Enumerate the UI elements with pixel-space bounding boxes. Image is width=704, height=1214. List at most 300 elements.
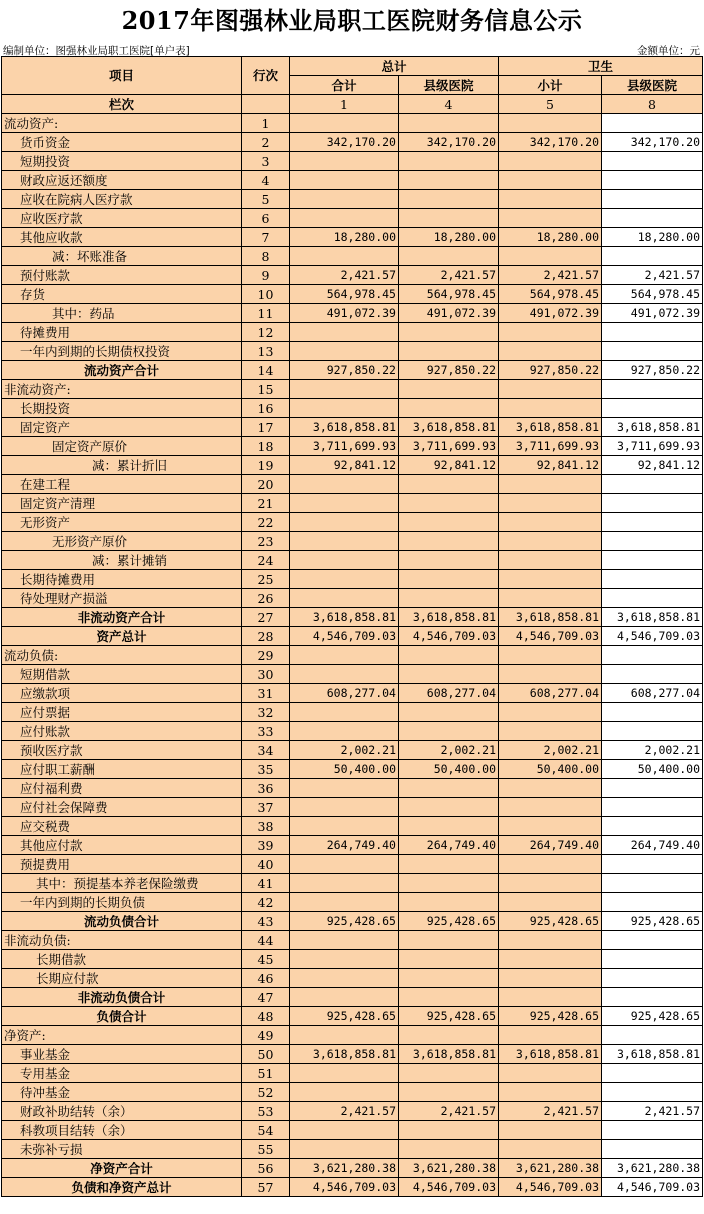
row-label: 待处理财产损溢	[2, 589, 242, 608]
amount-cell: 608,277.04	[290, 684, 399, 703]
amount-cell: 264,749.40	[290, 836, 399, 855]
table-row	[2, 855, 703, 874]
row-label: 流动负债合计	[2, 912, 242, 931]
balance-sheet-table	[1, 56, 703, 1197]
amount-cell: 3,618,858.81	[399, 418, 499, 437]
table-row	[2, 1102, 703, 1121]
amount-cell: 608,277.04	[602, 684, 703, 703]
amount-cell	[290, 874, 399, 893]
amount-cell	[399, 1140, 499, 1159]
amount-cell	[290, 969, 399, 988]
amount-cell: 264,749.40	[499, 836, 602, 855]
row-line-number: 31	[242, 684, 290, 703]
amount-cell: 3,618,858.81	[499, 608, 602, 627]
amount-cell: 50,400.00	[290, 760, 399, 779]
amount-cell	[602, 247, 703, 266]
row-line-number: 49	[242, 1026, 290, 1045]
amount-cell	[499, 399, 602, 418]
amount-cell: 608,277.04	[399, 684, 499, 703]
amount-cell	[399, 513, 499, 532]
amount-cell	[602, 665, 703, 684]
table-row	[2, 1159, 703, 1178]
amount-cell: 491,072.39	[499, 304, 602, 323]
amount-cell	[290, 665, 399, 684]
amount-cell	[399, 893, 499, 912]
row-label: 长期投资	[2, 399, 242, 418]
amount-cell: 3,618,858.81	[499, 1045, 602, 1064]
row-line-number: 22	[242, 513, 290, 532]
amount-cell	[602, 475, 703, 494]
amount-cell: 491,072.39	[602, 304, 703, 323]
amount-cell	[399, 722, 499, 741]
row-label: 应付账款	[2, 722, 242, 741]
row-label: 固定资产	[2, 418, 242, 437]
amount-cell	[290, 779, 399, 798]
amount-cell	[399, 342, 499, 361]
table-row	[2, 247, 703, 266]
amount-cell	[290, 190, 399, 209]
row-line-number: 43	[242, 912, 290, 931]
amount-cell	[290, 893, 399, 912]
amount-cell	[399, 665, 499, 684]
amount-cell	[602, 380, 703, 399]
row-line-number: 8	[242, 247, 290, 266]
row-label: 短期借款	[2, 665, 242, 684]
amount-cell	[399, 570, 499, 589]
amount-cell: 3,711,699.93	[602, 437, 703, 456]
table-row	[2, 646, 703, 665]
amount-cell	[602, 570, 703, 589]
row-line-number: 29	[242, 646, 290, 665]
row-label: 无形资产原价	[2, 532, 242, 551]
row-label: 财政补助结转（余）	[2, 1102, 242, 1121]
amount-cell	[602, 1064, 703, 1083]
page-title: 2017年图强林业局职工医院财务信息公示	[121, 6, 583, 35]
amount-cell: 3,618,858.81	[602, 418, 703, 437]
amount-cell	[499, 703, 602, 722]
row-label: 非流动负债合计	[2, 988, 242, 1007]
row-line-number: 39	[242, 836, 290, 855]
amount-cell	[602, 817, 703, 836]
amount-cell	[499, 475, 602, 494]
amount-cell	[290, 646, 399, 665]
amount-cell	[499, 931, 602, 950]
amount-cell: 925,428.65	[499, 912, 602, 931]
amount-cell	[499, 969, 602, 988]
amount-cell	[399, 589, 499, 608]
table-body	[2, 114, 703, 1197]
table-row	[2, 665, 703, 684]
row-line-number: 11	[242, 304, 290, 323]
amount-cell: 18,280.00	[602, 228, 703, 247]
table-row	[2, 722, 703, 741]
amount-cell	[602, 893, 703, 912]
table-row	[2, 1140, 703, 1159]
row-label: 非流动资产:	[2, 380, 242, 399]
table-row	[2, 171, 703, 190]
row-line-number: 3	[242, 152, 290, 171]
row-label: 财政应返还额度	[2, 171, 242, 190]
row-label: 减：累计折旧	[2, 456, 242, 475]
amount-cell: 3,618,858.81	[290, 418, 399, 437]
amount-cell	[399, 475, 499, 494]
amount-cell	[499, 1121, 602, 1140]
compiling-unit: 编制单位：图强林业局职工医院[单户表]	[3, 45, 190, 57]
row-label: 应交税费	[2, 817, 242, 836]
row-label: 净资产:	[2, 1026, 242, 1045]
amount-cell	[602, 171, 703, 190]
row-line-number: 20	[242, 475, 290, 494]
amount-cell	[602, 513, 703, 532]
row-label: 净资产合计	[2, 1159, 242, 1178]
amount-cell: 2,002.21	[290, 741, 399, 760]
amount-cell: 3,618,858.81	[290, 1045, 399, 1064]
amount-cell: 92,841.12	[499, 456, 602, 475]
amount-cell	[290, 722, 399, 741]
amount-cell	[290, 171, 399, 190]
row-label: 短期投资	[2, 152, 242, 171]
row-line-number: 17	[242, 418, 290, 437]
amount-cell	[399, 114, 499, 133]
amount-cell	[399, 1083, 499, 1102]
row-line-number: 19	[242, 456, 290, 475]
row-label: 流动负债:	[2, 646, 242, 665]
table-row	[2, 1083, 703, 1102]
row-line-number: 34	[242, 741, 290, 760]
amount-cell: 2,421.57	[499, 1102, 602, 1121]
amount-cell: 3,618,858.81	[499, 418, 602, 437]
amount-cell	[602, 969, 703, 988]
amount-cell	[290, 1121, 399, 1140]
amount-cell	[399, 152, 499, 171]
table-row	[2, 418, 703, 437]
amount-cell	[499, 646, 602, 665]
row-line-number: 23	[242, 532, 290, 551]
amount-cell	[602, 209, 703, 228]
row-label: 资产总计	[2, 627, 242, 646]
amount-cell	[499, 190, 602, 209]
amount-cell	[499, 722, 602, 741]
table-row	[2, 988, 703, 1007]
row-label: 预收医疗款	[2, 741, 242, 760]
amount-cell	[499, 1083, 602, 1102]
amount-cell	[290, 114, 399, 133]
amount-cell	[290, 1064, 399, 1083]
amount-cell	[290, 513, 399, 532]
amount-cell	[499, 171, 602, 190]
amount-cell	[399, 494, 499, 513]
amount-cell: 264,749.40	[602, 836, 703, 855]
amount-cell	[602, 931, 703, 950]
header-item: 项目	[2, 57, 242, 95]
amount-cell: 3,621,280.38	[290, 1159, 399, 1178]
table-row	[2, 608, 703, 627]
amount-cell	[290, 475, 399, 494]
amount-cell: 925,428.65	[499, 1007, 602, 1026]
table-row	[2, 475, 703, 494]
amount-cell	[290, 380, 399, 399]
amount-cell	[290, 1140, 399, 1159]
amount-cell: 2,421.57	[602, 266, 703, 285]
table-row	[2, 703, 703, 722]
amount-cell	[499, 893, 602, 912]
table-row	[2, 570, 703, 589]
row-line-number: 42	[242, 893, 290, 912]
amount-cell	[399, 855, 499, 874]
amount-cell	[399, 551, 499, 570]
table-row	[2, 456, 703, 475]
amount-cell: 491,072.39	[290, 304, 399, 323]
row-line-number: 51	[242, 1064, 290, 1083]
row-label: 应付职工薪酬	[2, 760, 242, 779]
amount-cell	[290, 988, 399, 1007]
row-line-number: 15	[242, 380, 290, 399]
header-col-county: 县级医院	[602, 76, 703, 95]
row-label: 预付账款	[2, 266, 242, 285]
amount-cell	[602, 551, 703, 570]
table-row	[2, 893, 703, 912]
row-line-number: 53	[242, 1102, 290, 1121]
amount-cell	[399, 209, 499, 228]
amount-cell: 4,546,709.03	[290, 1178, 399, 1197]
row-label: 待冲基金	[2, 1083, 242, 1102]
amount-cell	[399, 380, 499, 399]
amount-cell	[602, 646, 703, 665]
amount-cell	[602, 779, 703, 798]
table-row	[2, 798, 703, 817]
amount-cell: 925,428.65	[399, 1007, 499, 1026]
amount-cell: 925,428.65	[290, 912, 399, 931]
table-row	[2, 931, 703, 950]
amount-cell	[290, 1026, 399, 1045]
amount-cell: 3,618,858.81	[399, 1045, 499, 1064]
row-line-number: 1	[242, 114, 290, 133]
row-label: 固定资产清理	[2, 494, 242, 513]
amount-cell	[399, 931, 499, 950]
amount-cell: 2,421.57	[290, 266, 399, 285]
amount-cell	[602, 1083, 703, 1102]
table-row	[2, 304, 703, 323]
amount-cell	[399, 171, 499, 190]
amount-cell	[602, 703, 703, 722]
table-row	[2, 361, 703, 380]
amount-cell	[290, 323, 399, 342]
amount-cell	[602, 798, 703, 817]
amount-cell: 3,711,699.93	[399, 437, 499, 456]
amount-cell	[399, 1064, 499, 1083]
table-row	[2, 1178, 703, 1197]
row-line-number: 37	[242, 798, 290, 817]
amount-cell: 2,421.57	[602, 1102, 703, 1121]
header-col-total: 合计	[290, 76, 399, 95]
row-label: 事业基金	[2, 1045, 242, 1064]
amount-cell	[290, 342, 399, 361]
row-line-number: 36	[242, 779, 290, 798]
row-line-number: 32	[242, 703, 290, 722]
amount-cell	[499, 950, 602, 969]
amount-cell: 491,072.39	[399, 304, 499, 323]
amount-cell	[399, 988, 499, 1007]
amount-cell	[602, 988, 703, 1007]
amount-cell	[602, 855, 703, 874]
lanci-num: 8	[602, 95, 703, 114]
table-row	[2, 950, 703, 969]
table-row	[2, 532, 703, 551]
amount-cell	[602, 342, 703, 361]
row-line-number: 52	[242, 1083, 290, 1102]
row-line-number: 10	[242, 285, 290, 304]
table-row	[2, 133, 703, 152]
table-row	[2, 399, 703, 418]
table-row	[2, 589, 703, 608]
amount-cell	[602, 874, 703, 893]
amount-cell	[499, 1064, 602, 1083]
amount-cell	[602, 399, 703, 418]
amount-cell	[399, 969, 499, 988]
table-row	[2, 1026, 703, 1045]
header-col-county: 县级医院	[399, 76, 499, 95]
amount-cell: 342,170.20	[602, 133, 703, 152]
table-row	[2, 912, 703, 931]
row-label: 长期借款	[2, 950, 242, 969]
row-label: 应付福利费	[2, 779, 242, 798]
row-line-number: 13	[242, 342, 290, 361]
row-label: 未弥补亏损	[2, 1140, 242, 1159]
amount-cell	[290, 494, 399, 513]
table-row	[2, 380, 703, 399]
row-line-number: 27	[242, 608, 290, 627]
amount-cell	[290, 209, 399, 228]
amount-cell	[290, 399, 399, 418]
row-line-number: 16	[242, 399, 290, 418]
amount-cell: 3,618,858.81	[399, 608, 499, 627]
amount-cell: 3,621,280.38	[602, 1159, 703, 1178]
amount-cell	[290, 152, 399, 171]
amount-cell	[290, 551, 399, 570]
row-line-number: 47	[242, 988, 290, 1007]
table-row	[2, 494, 703, 513]
amount-cell: 608,277.04	[499, 684, 602, 703]
row-line-number: 35	[242, 760, 290, 779]
amount-cell: 2,002.21	[499, 741, 602, 760]
amount-cell: 3,618,858.81	[602, 1045, 703, 1064]
row-label: 预提费用	[2, 855, 242, 874]
amount-cell	[399, 247, 499, 266]
amount-cell	[399, 703, 499, 722]
row-line-number: 30	[242, 665, 290, 684]
amount-cell	[499, 798, 602, 817]
amount-cell: 2,421.57	[499, 266, 602, 285]
amount-cell: 3,618,858.81	[602, 608, 703, 627]
amount-cell	[399, 399, 499, 418]
row-label: 其他应付款	[2, 836, 242, 855]
table-row	[2, 152, 703, 171]
amount-cell: 927,850.22	[499, 361, 602, 380]
row-line-number: 45	[242, 950, 290, 969]
amount-cell	[499, 817, 602, 836]
row-line-number: 50	[242, 1045, 290, 1064]
amount-cell: 3,621,280.38	[499, 1159, 602, 1178]
row-label: 流动资产合计	[2, 361, 242, 380]
row-label: 其他应收款	[2, 228, 242, 247]
row-line-number: 2	[242, 133, 290, 152]
amount-cell	[399, 1121, 499, 1140]
table-row	[2, 551, 703, 570]
amount-cell	[290, 931, 399, 950]
amount-cell	[499, 855, 602, 874]
row-line-number: 5	[242, 190, 290, 209]
row-label: 非流动负债:	[2, 931, 242, 950]
row-label: 无形资产	[2, 513, 242, 532]
amount-cell	[290, 570, 399, 589]
amount-cell: 927,850.22	[290, 361, 399, 380]
amount-cell: 3,618,858.81	[290, 608, 399, 627]
amount-cell: 4,546,709.03	[290, 627, 399, 646]
amount-cell: 3,711,699.93	[290, 437, 399, 456]
header-col-subtotal: 小计	[499, 76, 602, 95]
amount-cell	[290, 247, 399, 266]
row-label: 长期应付款	[2, 969, 242, 988]
amount-cell: 92,841.12	[290, 456, 399, 475]
row-label: 其中：药品	[2, 304, 242, 323]
currency-unit: 金额单位：元	[637, 45, 700, 57]
row-label: 一年内到期的长期债权投资	[2, 342, 242, 361]
table-row	[2, 209, 703, 228]
amount-cell	[290, 532, 399, 551]
amount-cell: 925,428.65	[602, 1007, 703, 1026]
lanci-num: 4	[399, 95, 499, 114]
amount-cell	[399, 646, 499, 665]
amount-cell	[602, 114, 703, 133]
row-label: 负债和净资产总计	[2, 1178, 242, 1197]
amount-cell	[499, 532, 602, 551]
lanci-num: 5	[499, 95, 602, 114]
table-row	[2, 836, 703, 855]
table-row	[2, 684, 703, 703]
amount-cell	[602, 323, 703, 342]
row-line-number: 56	[242, 1159, 290, 1178]
amount-cell	[499, 570, 602, 589]
amount-cell: 264,749.40	[399, 836, 499, 855]
row-line-number: 4	[242, 171, 290, 190]
row-label: 科教项目结转（余）	[2, 1121, 242, 1140]
amount-cell	[602, 950, 703, 969]
amount-cell: 4,546,709.03	[602, 1178, 703, 1197]
amount-cell: 4,546,709.03	[602, 627, 703, 646]
row-line-number: 38	[242, 817, 290, 836]
amount-cell	[290, 855, 399, 874]
amount-cell	[290, 703, 399, 722]
row-line-number: 9	[242, 266, 290, 285]
table-row	[2, 285, 703, 304]
row-line-number: 44	[242, 931, 290, 950]
row-label: 应收在院病人医疗款	[2, 190, 242, 209]
amount-cell: 564,978.45	[499, 285, 602, 304]
amount-cell: 50,400.00	[602, 760, 703, 779]
table-row	[2, 323, 703, 342]
row-label: 减：坏账准备	[2, 247, 242, 266]
row-line-number: 26	[242, 589, 290, 608]
amount-cell	[499, 874, 602, 893]
amount-cell	[602, 589, 703, 608]
table-row	[2, 437, 703, 456]
lanci-num: 1	[290, 95, 399, 114]
amount-cell: 564,978.45	[399, 285, 499, 304]
amount-cell: 342,170.20	[290, 133, 399, 152]
amount-cell	[602, 152, 703, 171]
amount-cell	[499, 247, 602, 266]
table-row	[2, 1121, 703, 1140]
